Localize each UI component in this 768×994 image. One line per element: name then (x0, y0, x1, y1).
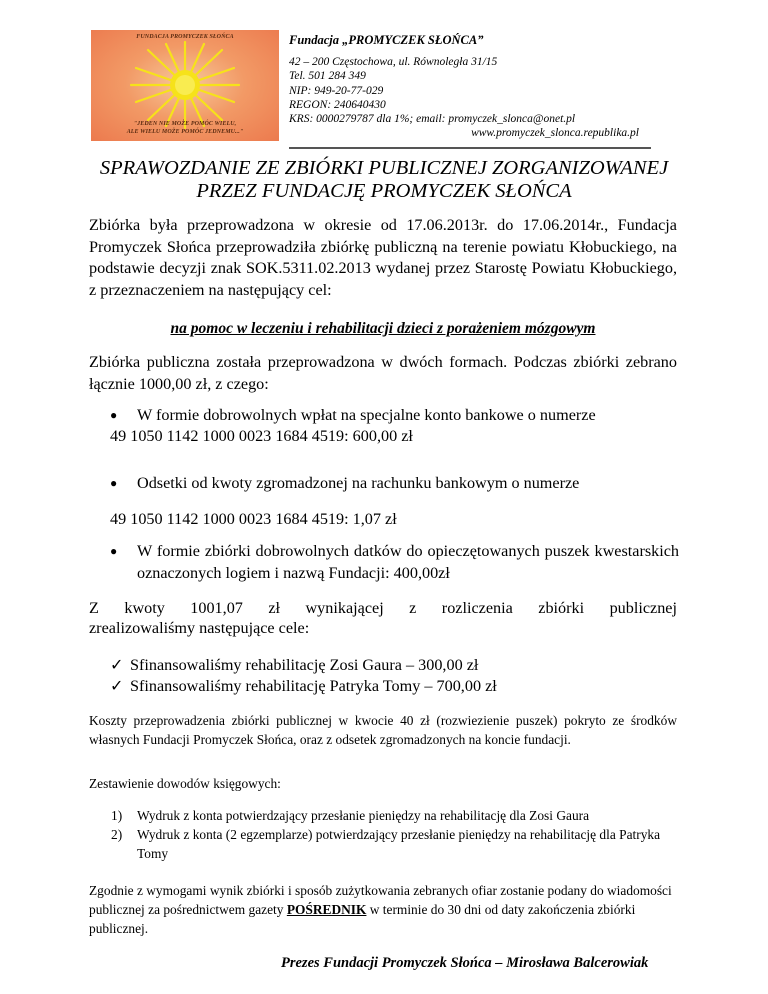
spending-paragraph-line1: Z kwoty 1001,07 zł wynikającej z rozliczenia zbiórki publicznej (89, 599, 677, 617)
bullet-icon: ● (110, 408, 118, 422)
list-item-text: Wydruk z konta (2 egzemplarze) potwierdzający przesłanie pieniędzy na rehabilitację dla Patryka Tomy (137, 827, 661, 861)
title-line-2: PRZEZ FUNDACJĘ PROMYCZEK SŁOŃCA (196, 180, 572, 202)
publication-paragraph (89, 881, 677, 938)
intro-paragraph: Zbiórka była przeprowadzona w okresie od 17.06.2013r. do 17.06.2014r., Fundacja Promyczek Słońca przeprowadziła zbiórkę publiczną na terenie powiatu Kłobuckiego, na podstawie decyzji znak SOK.5311.02.2013 wydanej przez Starostę Powiatu Kłobuckiego, z przeznaczeniem na następujący cel: (89, 216, 677, 299)
list-item-text: W formie dobrowolnych wpłat na specjalne konto bankowe o numerze (137, 406, 596, 424)
checkmark-icon: ✓ (110, 656, 124, 674)
signature-line: Prezes Fundacji Promyczek Słońca – Mirosława Balcerowiak (281, 955, 649, 971)
bank-account-line: 49 1050 1142 1000 0023 1684 4519: 1,07 zł (110, 510, 397, 528)
organization-address: 42 – 200 Częstochowa, ul. Równoległa 31/15 (289, 56, 498, 69)
evidence-heading: Zestawienie dowodów księgowych: (89, 776, 281, 791)
list-item-text: Sfinansowaliśmy rehabilitację Zosi Gaura – 300,00 zł (130, 656, 479, 674)
list-item-text: W formie zbiórki dobrowolnych datków do opieczętowanych puszek kwestarskich oznaczonych logiem i nazwą Fundacji: 400,00zł (137, 542, 679, 582)
list-item-text: Odsetki od kwoty zgromadzonej na rachunku bankowym o numerze (137, 474, 580, 492)
report-title (86, 157, 682, 203)
costs-paragraph: Koszty przeprowadzenia zbiórki publicznej w kwocie 40 zł (rozwiezienie puszek) pokryto ze środków własnych Fundacji Promyczek Słońca, oraz z odsetek zgromadzonych na koncie fundacji. (89, 713, 677, 747)
newspaper-name: POŚREDNIK (286, 902, 367, 917)
organization-krs-email: KRS: 0000279787 dla 1%; email: promyczek_slonca@onet.pl (289, 113, 576, 126)
list-item (110, 655, 478, 675)
collection-goal: na pomoc w leczeniu i rehabilitacji dzieci z porażeniem mózgowym (170, 320, 596, 337)
organization-info (289, 33, 649, 140)
organization-name: Fundacja „PROMYCZEK SŁOŃCA” (289, 33, 484, 47)
organization-nip: NIP: 949-20-77-029 (289, 84, 384, 97)
list-item (110, 676, 497, 696)
bank-account-line: 49 1050 1142 1000 0023 1684 4519: 600,00 zł (110, 427, 413, 445)
organization-website: www.promyczek_slonca.republika.pl (471, 127, 639, 140)
publication-text-before: Zgodnie z wymogami wynik zbiórki i sposób zużytkowania zebranych ofiar zostanie podany do wiadomości publicznej za pośrednictwem gazety (89, 883, 672, 917)
list-number: 2) (111, 827, 123, 842)
bullet-icon: ● (110, 476, 118, 490)
organization-phone: Tel. 501 284 349 (289, 70, 366, 83)
logo-motto-line1: "JEDEN NIE MOŻE POMÓC WIELU, (133, 121, 237, 127)
checkmark-icon: ✓ (110, 677, 124, 695)
publication-text-after: w terminie do 30 dni od daty zakończenia zbiórki publicznej. (89, 902, 636, 936)
list-item-text: Wydruk z konta potwierdzający przesłanie pieniędzy na rehabilitację dla Zosi Gaura (137, 808, 590, 823)
header-divider (289, 147, 651, 149)
logo-motto-line2: ALE WIELU MOŻE POMÓC JEDNEMU..." (126, 129, 244, 135)
summary-paragraph: Zbiórka publiczna została przeprowadzona w dwóch formach. Podczas zbiórki zebrano łącznie 1000,00 zł, z czego: (89, 353, 677, 393)
list-number: 1) (111, 808, 123, 823)
logo-top-text: FUNDACJA PROMYCZEK SŁOŃCA (136, 34, 234, 40)
organization-regon: REGON: 240640430 (289, 98, 386, 111)
title-line-1: SPRAWOZDANIE ZE ZBIÓRKI PUBLICZNEJ ZORGANIZOWANEJ (99, 157, 669, 179)
bullet-icon: ● (110, 544, 118, 558)
foundation-logo (91, 30, 279, 141)
list-item-text: Sfinansowaliśmy rehabilitację Patryka Tomy – 700,00 zł (130, 677, 497, 695)
spending-paragraph-line2: zrealizowaliśmy następujące cele: (89, 619, 310, 637)
